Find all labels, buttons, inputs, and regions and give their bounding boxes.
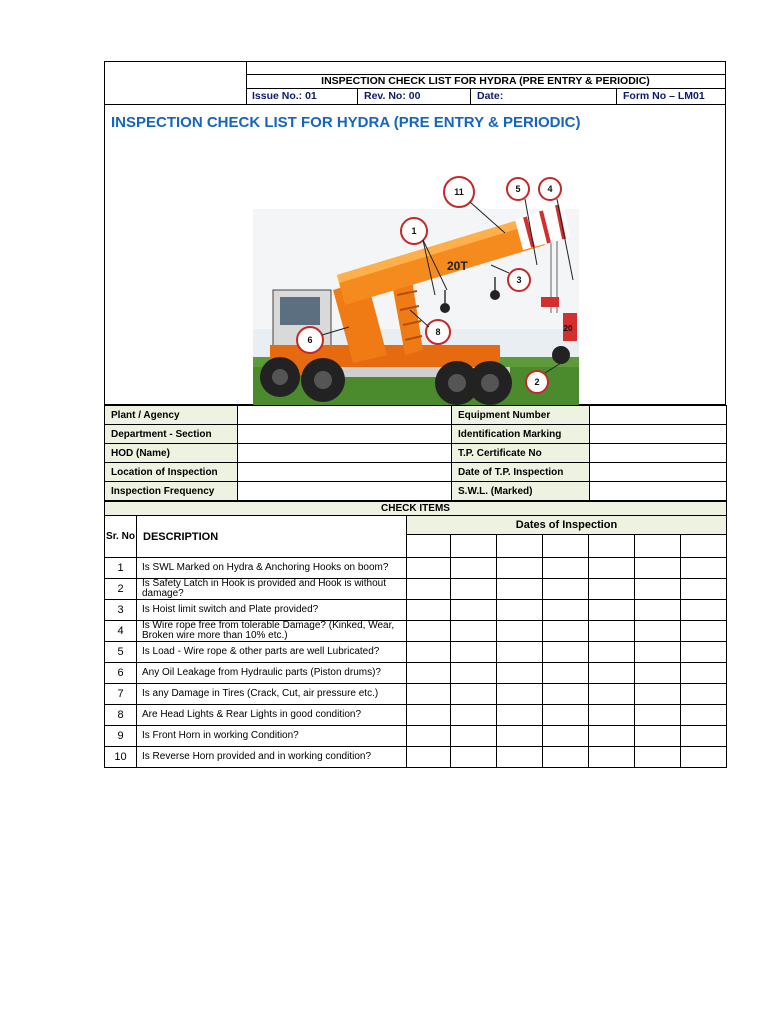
svg-text:8: 8 (435, 327, 441, 337)
info-row (105, 482, 727, 501)
check-result-cell[interactable] (407, 642, 451, 663)
check-result-cell[interactable] (451, 621, 497, 642)
check-item-number: 7 (105, 684, 137, 705)
check-result-cell[interactable] (543, 642, 589, 663)
check-result-cell[interactable] (635, 600, 681, 621)
check-result-cell[interactable] (681, 663, 727, 684)
info-label-right: Equipment Number (452, 406, 590, 425)
inspection-form (104, 61, 726, 768)
check-result-cell[interactable] (497, 663, 543, 684)
info-label-left: Location of Inspection (105, 463, 238, 482)
check-result-cell[interactable] (543, 600, 589, 621)
check-result-cell[interactable] (497, 600, 543, 621)
svg-text:6: 6 (307, 335, 313, 345)
check-result-cell[interactable] (497, 705, 543, 726)
check-item-row (105, 705, 727, 726)
equipment-info-table (104, 405, 727, 501)
check-result-cell[interactable] (635, 642, 681, 663)
check-result-cell[interactable] (589, 684, 635, 705)
check-result-cell[interactable] (635, 705, 681, 726)
check-item-description: Is Wire rope free from tolerable Damage? (Kinked, Wear, Broken wire more than 10% etc.) (137, 621, 407, 642)
check-item-row (105, 600, 727, 621)
check-item-row (105, 642, 727, 663)
info-value-right[interactable] (590, 406, 727, 425)
info-row (105, 425, 727, 444)
check-item-number: 9 (105, 726, 137, 747)
check-item-number: 4 (105, 621, 137, 642)
check-result-cell[interactable] (635, 621, 681, 642)
info-value-right[interactable] (590, 482, 727, 501)
info-label-right: Date of T.P. Inspection (452, 463, 590, 482)
check-result-cell[interactable] (407, 621, 451, 642)
inspection-date-cell[interactable] (543, 535, 589, 558)
main-title: INSPECTION CHECK LIST FOR HYDRA (PRE ENTRY & PERIODIC) (111, 114, 581, 131)
check-result-cell[interactable] (497, 747, 543, 768)
inspection-date-cell[interactable] (635, 535, 681, 558)
issue-number: Issue No.: 01 (246, 89, 358, 104)
dates-of-inspection-header: Dates of Inspection (407, 516, 727, 535)
inspection-date-cell[interactable] (451, 535, 497, 558)
description-header: DESCRIPTION (137, 516, 407, 558)
info-value-right[interactable] (590, 463, 727, 482)
info-value-right[interactable] (590, 425, 727, 444)
form-header-title: INSPECTION CHECK LIST FOR HYDRA (PRE ENTRY & PERIODIC) (246, 74, 725, 89)
check-result-cell[interactable] (407, 579, 451, 600)
info-row (105, 444, 727, 463)
check-item-description: Is Load - Wire rope & other parts are well Lubricated? (137, 642, 407, 663)
check-result-cell[interactable] (451, 684, 497, 705)
check-result-cell[interactable] (681, 642, 727, 663)
check-result-cell[interactable] (407, 663, 451, 684)
boom-capacity-label: 20T (447, 259, 468, 273)
check-item-description: Is Front Horn in working Condition? (137, 726, 407, 747)
svg-text:11: 11 (454, 187, 464, 197)
check-result-cell[interactable] (589, 600, 635, 621)
info-value-left[interactable] (238, 444, 452, 463)
check-result-cell[interactable] (681, 705, 727, 726)
check-result-cell[interactable] (451, 579, 497, 600)
svg-text:20: 20 (563, 324, 573, 333)
check-result-cell[interactable] (589, 726, 635, 747)
revision-number: Rev. No: 00 (358, 89, 471, 104)
illustration-block (104, 105, 726, 405)
check-result-cell[interactable] (407, 558, 451, 579)
check-result-cell[interactable] (497, 726, 543, 747)
check-result-cell[interactable] (451, 558, 497, 579)
info-label-left: Inspection Frequency (105, 482, 238, 501)
info-row (105, 406, 727, 425)
svg-text:3: 3 (516, 275, 522, 285)
check-result-cell[interactable] (681, 558, 727, 579)
info-value-left[interactable] (238, 425, 452, 444)
check-result-cell[interactable] (407, 705, 451, 726)
check-result-cell[interactable] (543, 726, 589, 747)
info-label-right: Identification Marking (452, 425, 590, 444)
check-result-cell[interactable] (635, 726, 681, 747)
check-result-cell[interactable] (635, 579, 681, 600)
info-value-left[interactable] (238, 406, 452, 425)
check-result-cell[interactable] (543, 558, 589, 579)
check-item-number: 6 (105, 663, 137, 684)
check-result-cell[interactable] (497, 642, 543, 663)
check-item-number: 1 (105, 558, 137, 579)
info-row (105, 463, 727, 482)
check-result-cell[interactable] (635, 663, 681, 684)
check-item-number: 8 (105, 705, 137, 726)
hydra-crane-illustration (105, 105, 725, 405)
check-result-cell[interactable] (497, 621, 543, 642)
check-result-cell[interactable] (681, 747, 727, 768)
form-header (104, 61, 726, 105)
check-result-cell[interactable] (451, 642, 497, 663)
info-label-left: HOD (Name) (105, 444, 238, 463)
inspection-date-cell[interactable] (681, 535, 727, 558)
check-item-row (105, 726, 727, 747)
check-result-cell[interactable] (451, 663, 497, 684)
svg-text:4: 4 (547, 184, 553, 194)
check-item-number: 2 (105, 579, 137, 600)
date-field: Date: (471, 89, 617, 104)
check-result-cell[interactable] (497, 579, 543, 600)
inspection-date-cell[interactable] (407, 535, 451, 558)
check-result-cell[interactable] (543, 747, 589, 768)
check-result-cell[interactable] (589, 621, 635, 642)
check-result-cell[interactable] (451, 600, 497, 621)
check-result-cell[interactable] (589, 705, 635, 726)
check-result-cell[interactable] (407, 684, 451, 705)
inspection-date-cell[interactable] (497, 535, 543, 558)
check-result-cell[interactable] (589, 642, 635, 663)
check-result-cell[interactable] (635, 558, 681, 579)
check-result-cell[interactable] (589, 558, 635, 579)
check-result-cell[interactable] (543, 621, 589, 642)
check-result-cell[interactable] (681, 621, 727, 642)
check-result-cell[interactable] (543, 663, 589, 684)
check-result-cell[interactable] (589, 663, 635, 684)
check-result-cell[interactable] (407, 726, 451, 747)
check-result-cell[interactable] (681, 579, 727, 600)
check-result-cell[interactable] (681, 726, 727, 747)
check-result-cell[interactable] (497, 684, 543, 705)
check-result-cell[interactable] (635, 747, 681, 768)
info-label-left: Plant / Agency (105, 406, 238, 425)
info-value-right[interactable] (590, 444, 727, 463)
check-items-title: CHECK ITEMS (105, 502, 727, 516)
info-label-right: T.P. Certificate No (452, 444, 590, 463)
check-item-row (105, 621, 727, 642)
check-result-cell[interactable] (407, 747, 451, 768)
check-item-row (105, 558, 727, 579)
info-value-left[interactable] (238, 482, 452, 501)
form-number: Form No – LM01 (623, 90, 705, 102)
svg-text:5: 5 (515, 184, 521, 194)
check-item-row (105, 684, 727, 705)
check-item-description: Is any Damage in Tires (Crack, Cut, air pressure etc.) (137, 684, 407, 705)
check-result-cell[interactable] (681, 684, 727, 705)
check-result-cell[interactable] (589, 747, 635, 768)
inspection-date-cell[interactable] (589, 535, 635, 558)
check-result-cell[interactable] (543, 579, 589, 600)
info-label-left: Department - Section (105, 425, 238, 444)
check-result-cell[interactable] (589, 579, 635, 600)
check-result-cell[interactable] (451, 726, 497, 747)
check-item-row (105, 579, 727, 600)
check-item-row (105, 747, 727, 768)
check-item-description: Is SWL Marked on Hydra & Anchoring Hooks on boom? (137, 558, 407, 579)
check-item-description: Is Hoist limit switch and Plate provided? (137, 600, 407, 621)
check-item-description: Is Safety Latch in Hook is provided and Hook is without damage? (137, 579, 407, 600)
check-item-number: 3 (105, 600, 137, 621)
check-item-number: 10 (105, 747, 137, 768)
sr-no-header: Sr. No (105, 516, 137, 558)
check-item-description: Is Reverse Horn provided and in working condition? (137, 747, 407, 768)
svg-text:1: 1 (411, 226, 417, 236)
check-item-number: 5 (105, 642, 137, 663)
check-result-cell[interactable] (543, 705, 589, 726)
check-result-cell[interactable] (451, 705, 497, 726)
info-label-right: S.W.L. (Marked) (452, 482, 590, 501)
info-value-left[interactable] (238, 463, 452, 482)
check-result-cell[interactable] (543, 684, 589, 705)
check-result-cell[interactable] (407, 600, 451, 621)
check-item-row (105, 663, 727, 684)
check-result-cell[interactable] (451, 747, 497, 768)
check-item-description: Are Head Lights & Rear Lights in good condition? (137, 705, 407, 726)
check-result-cell[interactable] (681, 600, 727, 621)
check-item-description: Any Oil Leakage from Hydraulic parts (Piston drums)? (137, 663, 407, 684)
check-items-table (104, 501, 727, 768)
check-result-cell[interactable] (497, 558, 543, 579)
check-result-cell[interactable] (635, 684, 681, 705)
logo-cell (105, 62, 247, 104)
svg-text:2: 2 (534, 377, 540, 387)
